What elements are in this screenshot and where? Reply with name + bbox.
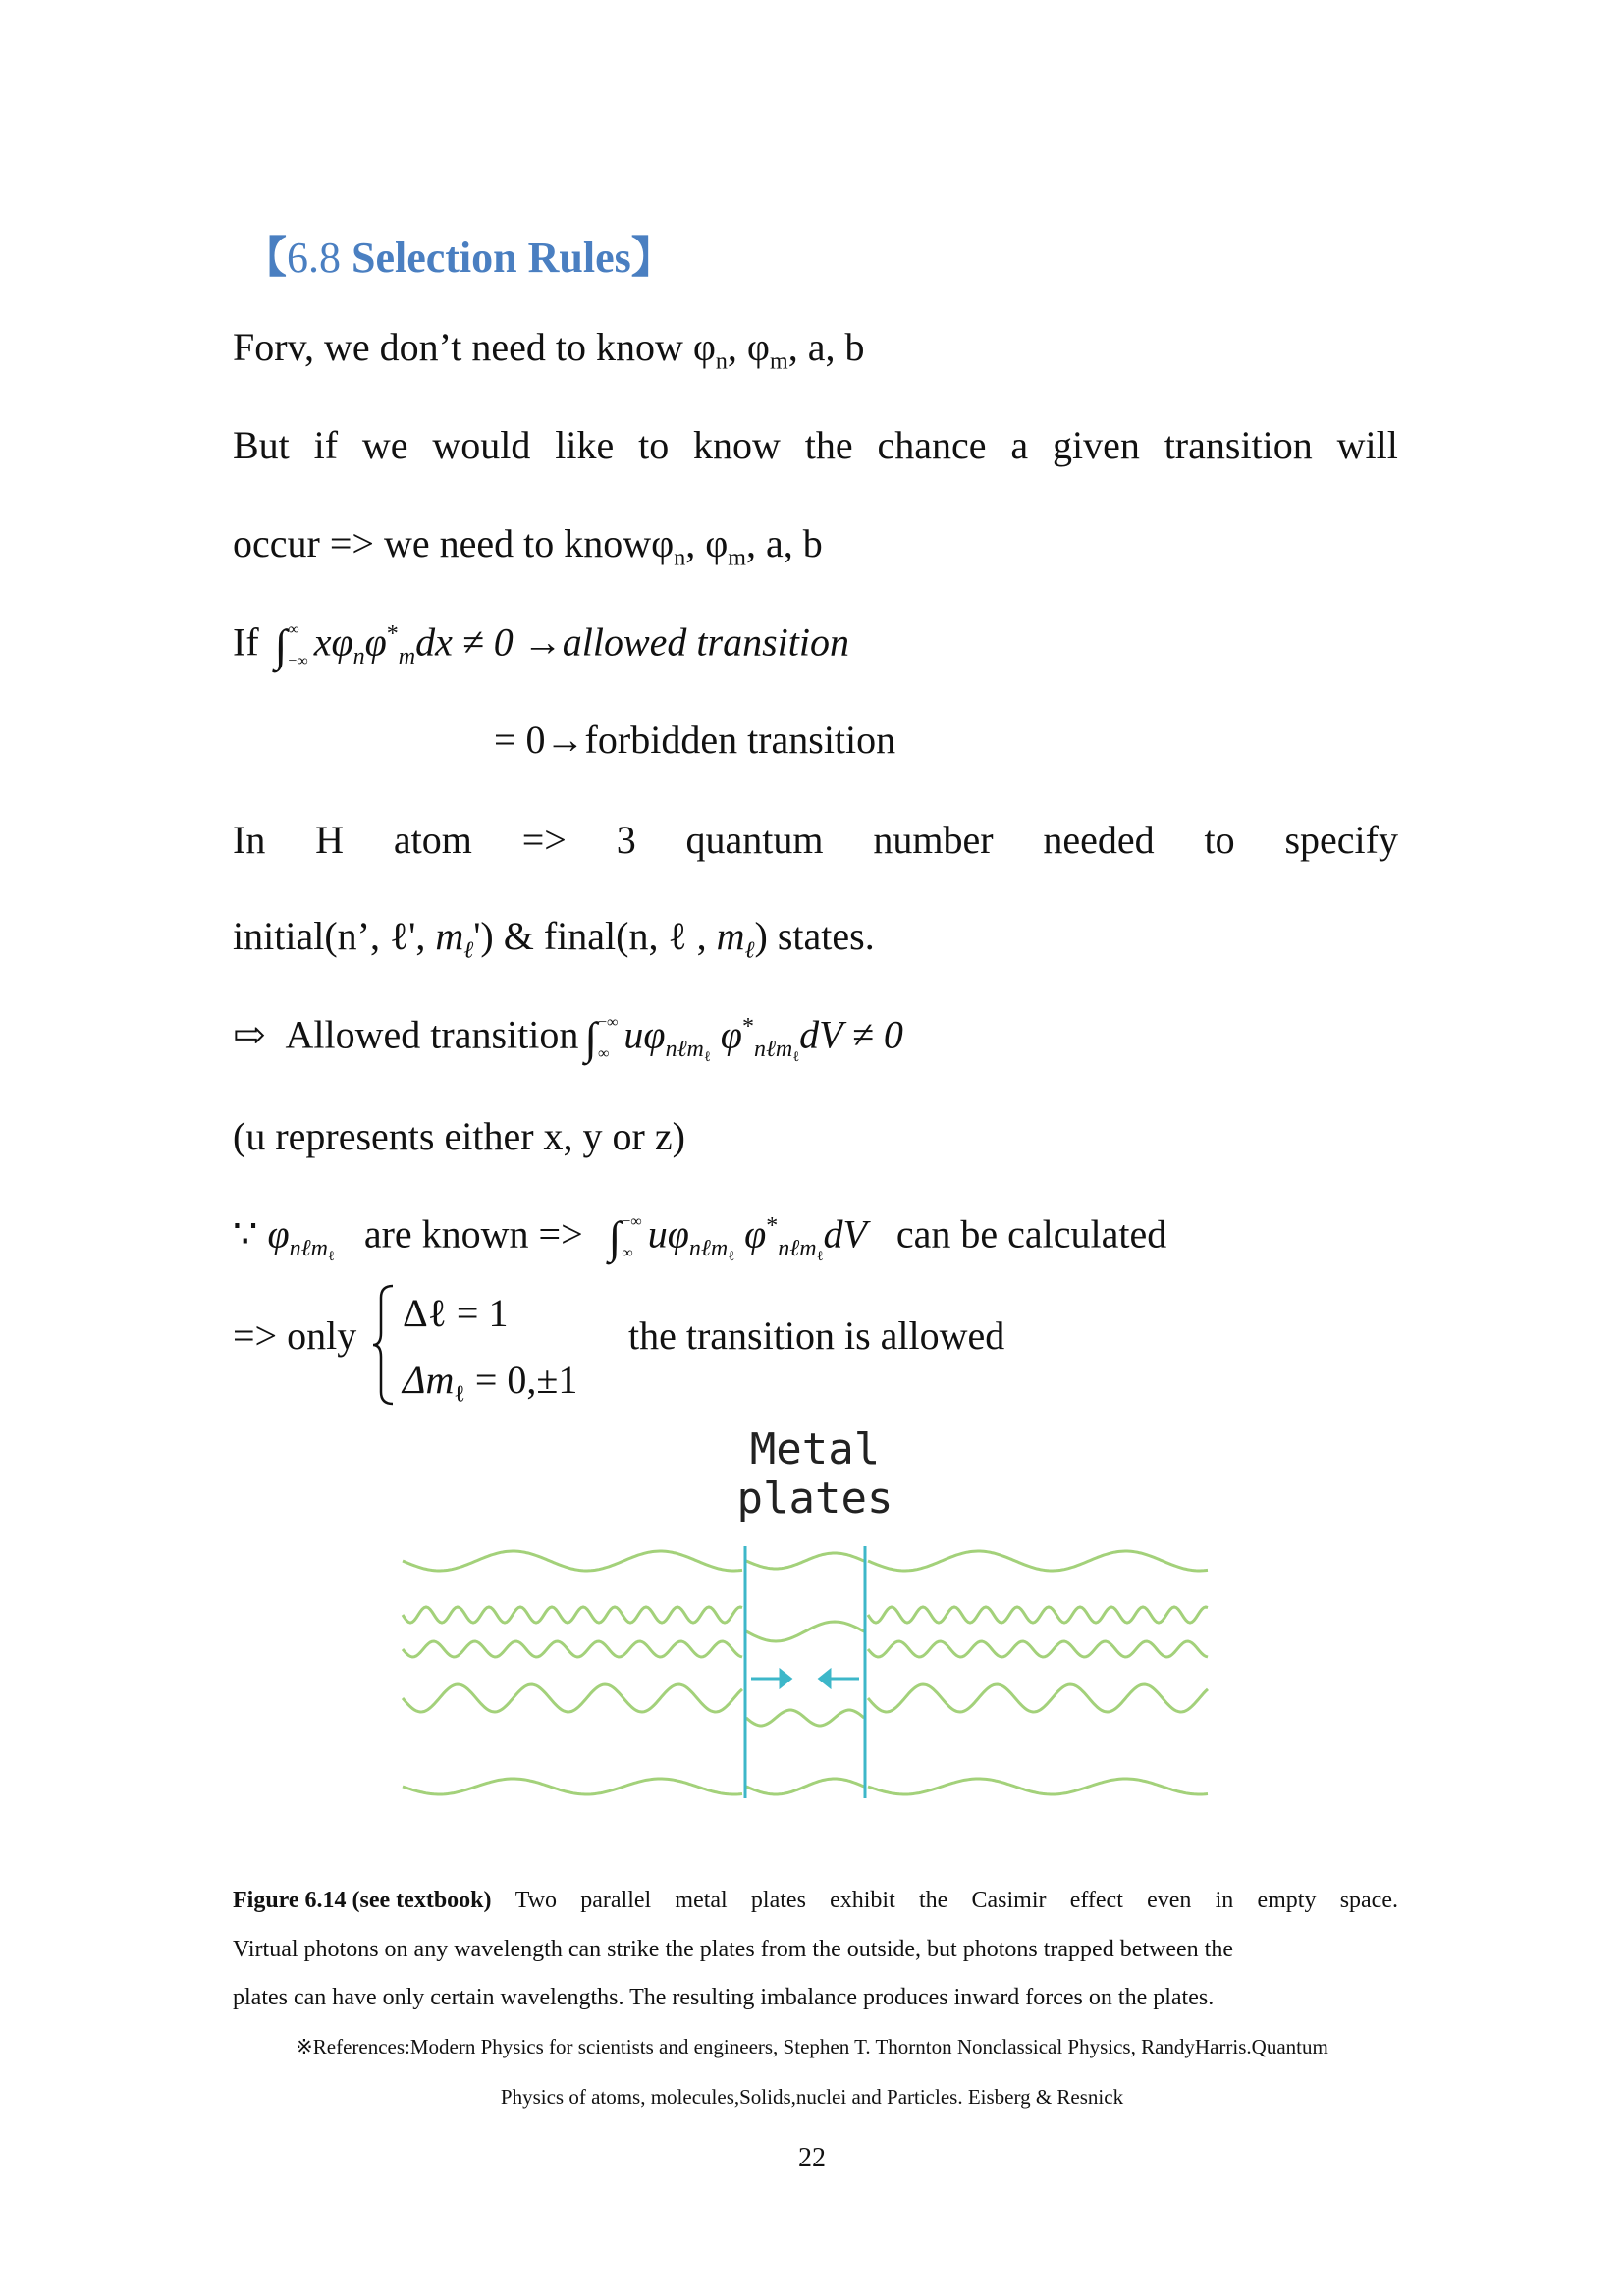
line-10: ∵ $\varphi_{n\ell m_\ell}$ are known => ∫ −∞ ∞ $u\varphi_{n\ell m_\ell}$ $\varphi^*_{n\ell m_\ell}dV$ can be calculated: [233, 1211, 1167, 1264]
line-1: Forv, we don’t need to know $\varphi_n$, $\varphi_m$, a, b: [233, 325, 865, 375]
word: plates: [750, 1888, 806, 1913]
word: in: [1215, 1888, 1234, 1913]
brace-icon: [371, 1284, 397, 1406]
word: In: [233, 818, 266, 862]
wave-outside-right: [868, 1551, 1208, 1571]
word: to: [638, 423, 670, 467]
word: empty: [1257, 1888, 1317, 1913]
wave-outside-right: [868, 1684, 1208, 1712]
line-5-forbidden: = 0→forbidden transition: [494, 718, 896, 762]
word: space.: [1339, 1888, 1398, 1913]
word: number: [873, 818, 994, 862]
bracket-open: 【: [244, 234, 287, 282]
word: a: [1010, 423, 1029, 467]
page-number: 22: [798, 2143, 826, 2173]
line-8-allowed-transition: ⇨ Allowed transition ∫ −∞ ∞ $u\varphi_{n\ell m_\ell}$ $\varphi^*_{n\ell m_\ell}dV \ne 0$: [233, 1012, 903, 1065]
wave-outside-left: [403, 1684, 742, 1712]
word: quantum: [685, 818, 824, 862]
wave-inside: [746, 1622, 864, 1641]
line-6: [233, 818, 1398, 862]
word: parallel: [580, 1888, 652, 1913]
word: we: [361, 423, 408, 467]
force-arrow-icon: [820, 1671, 859, 1686]
word: atom: [393, 818, 472, 862]
wave-outside-left: [403, 1779, 742, 1794]
word: specify: [1284, 818, 1398, 862]
wave-inside: [746, 1553, 864, 1569]
word: effect: [1069, 1888, 1123, 1913]
line-7: initial(n’, ℓ', $m_\ell'$) & final(n, ℓ , $m_\ell$) states.: [233, 914, 875, 964]
word: transition: [1164, 423, 1313, 467]
caption-line-3: plates can have only certain wavelengths. The resulting imbalance produces inward forces on the plates.: [233, 1985, 1215, 2010]
section-number: 6.8: [287, 234, 341, 282]
wave-outside-left: [403, 1607, 742, 1623]
condition-delta-m: $\Delta m_\ell = 0,\pm 1$: [403, 1358, 578, 1408]
wave-inside: [746, 1710, 864, 1726]
word: like: [555, 423, 615, 467]
integral: ∫ ∞ −∞: [274, 620, 308, 671]
section-title-text: Selection Rules: [352, 234, 631, 282]
caption-line-1: [233, 1888, 1398, 1913]
caption-line-2: Virtual photons on any wavelength can strike the plates from the outside, but photons trapped between the: [233, 1937, 1233, 1962]
word: would: [432, 423, 531, 467]
word: will: [1336, 423, 1398, 467]
references-line-2: Physics of atoms, molecules,Solids,nuclei and Particles. Eisberg & Resnick: [500, 2085, 1124, 2109]
transition-allowed: the transition is allowed: [628, 1313, 1005, 1358]
integral: ∫ −∞ ∞: [608, 1212, 642, 1263]
condition-delta-l: Δℓ = 1: [403, 1291, 509, 1335]
word: Casimir: [971, 1888, 1047, 1913]
wave-outside-right: [868, 1641, 1208, 1657]
wave-inside: [746, 1779, 864, 1794]
only-label: => only: [233, 1313, 357, 1358]
word: chance: [877, 423, 987, 467]
wave-outside-right: [868, 1607, 1208, 1623]
word: know: [693, 423, 781, 467]
line-3: occur => we need to knowφ$_n$, $\varphi_m$, a, b: [233, 521, 823, 571]
word: given: [1052, 423, 1140, 467]
wave-outside-right: [868, 1779, 1208, 1794]
word: the: [804, 423, 853, 467]
integral: ∫ −∞ ∞: [584, 1013, 619, 1064]
word: =>: [521, 818, 567, 862]
section-title: [244, 222, 675, 285]
word: Two: [514, 1888, 558, 1913]
word: if: [313, 423, 339, 467]
force-arrow-icon: [751, 1671, 790, 1686]
bracket-close: 】: [630, 234, 675, 282]
word: to: [1204, 818, 1235, 862]
word: even: [1147, 1888, 1192, 1913]
wave-outside-left: [403, 1551, 742, 1571]
word: 3: [616, 818, 636, 862]
casimir-figure: [393, 1541, 1218, 1811]
word: exhibit: [830, 1888, 895, 1913]
arrow-icon: ⇨: [233, 1012, 266, 1057]
figure-label: Metal plates: [736, 1424, 893, 1523]
word: metal: [675, 1888, 728, 1913]
references-line-1: ※References:Modern Physics for scientists and engineers, Stephen T. Thornton Nonclassical Physics, RandyHarris.Quantum: [296, 2035, 1328, 2058]
word: needed: [1043, 818, 1155, 862]
word: But: [233, 423, 290, 467]
wave-outside-left: [403, 1641, 742, 1657]
figure-number: Figure 6.14 (see textbook): [233, 1888, 492, 1913]
line-2: [233, 423, 1398, 467]
word: H: [315, 818, 345, 862]
line-9: (u represents either x, y or z): [233, 1114, 685, 1158]
line-4-allowed-condition: If ∫ ∞ −∞ $x\varphi_n\varphi^*_mdx \ne 0$ →allowed transition: [233, 619, 850, 671]
word: the: [918, 1888, 948, 1913]
